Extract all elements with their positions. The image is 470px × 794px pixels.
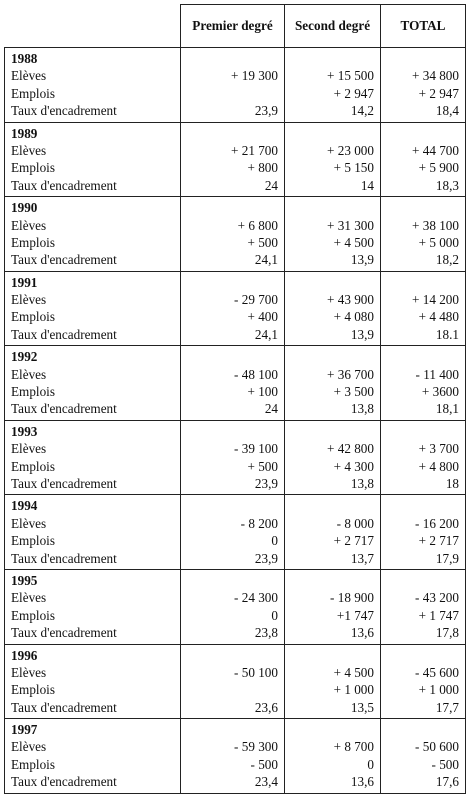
value-total-taux: 17,7 xyxy=(435,699,459,715)
value-total-emplois: + 4 800 xyxy=(418,458,459,474)
value-cell-total xyxy=(381,644,466,719)
header-second-degre: Second degré xyxy=(285,5,381,48)
value-total-taux: 17,6 xyxy=(435,774,459,790)
value-total-emplois: + 2 947 xyxy=(418,85,459,101)
value-premier-taux: 23,9 xyxy=(254,550,278,566)
value-second-emplois: + 3 500 xyxy=(333,384,374,400)
year-spacer xyxy=(387,647,459,664)
value-total-eleves: + 14 200 xyxy=(412,292,459,308)
year-block-row xyxy=(5,719,466,794)
year-block-row xyxy=(5,420,466,495)
value-cell-total xyxy=(381,719,466,794)
year-label: 1992 xyxy=(11,349,38,365)
year-block-row xyxy=(5,495,466,570)
value-total-taux: 18.1 xyxy=(435,326,459,342)
value-second-eleves: + 31 300 xyxy=(327,217,374,233)
value-premier-eleves: + 19 300 xyxy=(231,68,278,84)
table-body xyxy=(5,48,466,794)
year-spacer xyxy=(387,348,459,365)
row-label-emplois: Emplois xyxy=(11,384,55,400)
year-label: 1994 xyxy=(11,498,38,514)
value-second-taux: 13,8 xyxy=(350,401,374,417)
value-second-eleves: - 18 900 xyxy=(330,590,374,606)
year-spacer xyxy=(387,274,459,291)
value-premier-eleves: - 50 100 xyxy=(234,664,278,680)
value-premier-taux: 24,1 xyxy=(254,326,278,342)
value-cell-premier xyxy=(181,346,285,421)
value-total-eleves: - 45 600 xyxy=(415,664,459,680)
value-second-eleves: + 23 000 xyxy=(327,142,374,158)
year-spacer xyxy=(187,572,278,589)
value-total-eleves: + 34 800 xyxy=(412,68,459,84)
row-label-emplois: Emplois xyxy=(11,756,55,772)
year-label: 1993 xyxy=(11,423,38,439)
year-block-row xyxy=(5,644,466,719)
value-cell-total xyxy=(381,346,466,421)
year-label-cell xyxy=(5,122,181,197)
value-second-eleves: - 8 000 xyxy=(336,515,374,531)
value-premier-emplois: + 500 xyxy=(247,458,278,474)
value-cell-premier xyxy=(181,420,285,495)
row-label-taux: Taux d'encadrement xyxy=(11,177,117,193)
value-total-eleves: - 43 200 xyxy=(415,590,459,606)
year-spacer xyxy=(291,50,374,67)
value-total-taux: 18,1 xyxy=(435,401,459,417)
row-label-emplois: Emplois xyxy=(11,309,55,325)
year-label-cell xyxy=(5,719,181,794)
value-total-eleves: - 11 400 xyxy=(415,366,459,382)
year-label: 1991 xyxy=(11,274,38,290)
year-label-cell xyxy=(5,569,181,644)
year-spacer xyxy=(187,497,278,514)
value-cell-second xyxy=(285,569,381,644)
year-spacer xyxy=(187,721,278,738)
year-spacer xyxy=(291,647,374,664)
value-cell-total xyxy=(381,271,466,346)
value-cell-premier xyxy=(181,719,285,794)
year-spacer xyxy=(187,647,278,664)
value-premier-eleves: - 59 300 xyxy=(234,739,278,755)
value-second-taux: 14,2 xyxy=(350,103,374,119)
value-cell-total xyxy=(381,569,466,644)
year-label: 1997 xyxy=(11,722,38,738)
value-total-eleves: + 3 700 xyxy=(418,441,459,457)
value-cell-premier xyxy=(181,122,285,197)
year-spacer xyxy=(291,199,374,216)
row-label-emplois: Emplois xyxy=(11,85,55,101)
value-cell-second xyxy=(285,495,381,570)
value-second-emplois: + 2 947 xyxy=(333,85,374,101)
value-total-eleves: + 44 700 xyxy=(412,142,459,158)
row-label-emplois: Emplois xyxy=(11,458,55,474)
row-label-taux: Taux d'encadrement xyxy=(11,326,117,342)
row-label-taux: Taux d'encadrement xyxy=(11,625,117,641)
value-premier-taux: 23,8 xyxy=(254,625,278,641)
value-cell-second xyxy=(285,122,381,197)
value-total-emplois: + 2 717 xyxy=(418,533,459,549)
year-spacer xyxy=(387,125,459,142)
year-spacer xyxy=(187,348,278,365)
value-second-emplois: + 4 300 xyxy=(333,458,374,474)
row-label-eleves: Elèves xyxy=(11,515,47,531)
value-premier-taux: 24 xyxy=(264,401,278,417)
value-second-eleves: + 8 700 xyxy=(333,739,374,755)
row-label-taux: Taux d'encadrement xyxy=(11,103,117,119)
value-second-emplois: + 4 500 xyxy=(333,234,374,250)
value-cell-premier xyxy=(181,48,285,123)
year-spacer xyxy=(187,125,278,142)
year-block-row xyxy=(5,122,466,197)
value-total-emplois: + 3600 xyxy=(421,384,459,400)
year-label-cell xyxy=(5,271,181,346)
value-cell-second xyxy=(285,719,381,794)
year-spacer xyxy=(187,50,278,67)
value-second-emplois: + 2 717 xyxy=(333,533,374,549)
value-total-taux: 18,4 xyxy=(435,103,459,119)
value-second-emplois: + 5 150 xyxy=(333,160,374,176)
row-label-taux: Taux d'encadrement xyxy=(11,699,117,715)
value-total-taux: 18 xyxy=(445,475,459,491)
value-second-eleves: + 43 900 xyxy=(327,292,374,308)
row-label-taux: Taux d'encadrement xyxy=(11,252,117,268)
value-total-emplois: - 500 xyxy=(431,756,459,772)
year-label-cell xyxy=(5,644,181,719)
year-block-row xyxy=(5,346,466,421)
value-total-eleves: + 38 100 xyxy=(412,217,459,233)
value-premier-emplois: 0 xyxy=(271,607,278,623)
row-label-taux: Taux d'encadrement xyxy=(11,401,117,417)
value-cell-total xyxy=(381,420,466,495)
row-label-eleves: Elèves xyxy=(11,142,47,158)
value-second-taux: 13,6 xyxy=(350,625,374,641)
year-block-row xyxy=(5,271,466,346)
value-premier-taux: 24,1 xyxy=(254,252,278,268)
value-total-eleves: - 50 600 xyxy=(415,739,459,755)
year-label: 1995 xyxy=(11,572,38,588)
value-cell-second xyxy=(285,420,381,495)
row-label-eleves: Elèves xyxy=(11,664,47,680)
header-blank-cell xyxy=(5,5,181,48)
value-premier-taux: 23,9 xyxy=(254,475,278,491)
value-cell-premier xyxy=(181,271,285,346)
year-spacer xyxy=(291,125,374,142)
row-label-taux: Taux d'encadrement xyxy=(11,774,117,790)
value-premier-emplois: + 100 xyxy=(247,384,278,400)
value-second-taux: 14 xyxy=(360,177,374,193)
value-second-taux: 13,5 xyxy=(350,699,374,715)
value-second-eleves: + 42 800 xyxy=(327,441,374,457)
value-total-taux: 17,8 xyxy=(435,625,459,641)
value-cell-premier xyxy=(181,644,285,719)
value-second-emplois: +1 747 xyxy=(336,607,374,623)
row-label-emplois: Emplois xyxy=(11,607,55,623)
row-label-eleves: Elèves xyxy=(11,739,47,755)
value-premier-eleves: - 29 700 xyxy=(234,292,278,308)
year-label-cell xyxy=(5,420,181,495)
value-second-eleves: + 36 700 xyxy=(327,366,374,382)
year-spacer xyxy=(387,721,459,738)
value-premier-emplois: + 400 xyxy=(247,309,278,325)
value-cell-total xyxy=(381,48,466,123)
year-spacer xyxy=(187,423,278,440)
value-premier-emplois xyxy=(187,85,278,102)
row-label-emplois: Emplois xyxy=(11,533,55,549)
value-cell-premier xyxy=(181,569,285,644)
value-premier-eleves: + 21 700 xyxy=(231,142,278,158)
value-cell-second xyxy=(285,644,381,719)
year-spacer xyxy=(291,572,374,589)
value-premier-eleves: + 6 800 xyxy=(237,217,278,233)
header-total: TOTAL xyxy=(381,5,466,48)
value-cell-total xyxy=(381,122,466,197)
value-premier-taux: 23,9 xyxy=(254,103,278,119)
value-second-emplois: + 1 000 xyxy=(333,682,374,698)
year-spacer xyxy=(387,199,459,216)
value-premier-eleves: - 8 200 xyxy=(240,515,278,531)
year-spacer xyxy=(187,274,278,291)
year-label-cell xyxy=(5,48,181,123)
row-label-taux: Taux d'encadrement xyxy=(11,475,117,491)
table-header xyxy=(5,5,466,48)
value-premier-taux: 24 xyxy=(264,177,278,193)
value-premier-eleves: - 24 300 xyxy=(234,590,278,606)
value-second-eleves: + 4 500 xyxy=(333,664,374,680)
row-label-eleves: Elèves xyxy=(11,366,47,382)
value-total-emplois: + 5 900 xyxy=(418,160,459,176)
value-premier-taux: 23,6 xyxy=(254,699,278,715)
value-second-emplois: 0 xyxy=(367,756,374,772)
value-cell-second xyxy=(285,271,381,346)
value-premier-emplois: + 800 xyxy=(247,160,278,176)
value-second-taux: 13,9 xyxy=(350,252,374,268)
value-total-taux: 18,2 xyxy=(435,252,459,268)
value-premier-emplois: + 500 xyxy=(247,234,278,250)
value-premier-emplois: - 500 xyxy=(250,756,278,772)
year-spacer xyxy=(387,423,459,440)
value-cell-second xyxy=(285,48,381,123)
value-premier-taux: 23,4 xyxy=(254,774,278,790)
value-second-taux: 13,7 xyxy=(350,550,374,566)
value-premier-emplois xyxy=(187,681,278,698)
year-label-cell xyxy=(5,197,181,272)
value-cell-second xyxy=(285,346,381,421)
value-premier-eleves: - 48 100 xyxy=(234,366,278,382)
year-label: 1988 xyxy=(11,51,38,66)
value-total-emplois: + 5 000 xyxy=(418,234,459,250)
year-spacer xyxy=(291,721,374,738)
row-label-emplois: Emplois xyxy=(11,234,55,250)
value-second-taux: 13,8 xyxy=(350,475,374,491)
value-second-eleves: + 15 500 xyxy=(327,68,374,84)
year-spacer xyxy=(387,497,459,514)
row-label-taux: Taux d'encadrement xyxy=(11,550,117,566)
year-spacer xyxy=(291,423,374,440)
year-spacer xyxy=(187,199,278,216)
header-premier-degre: Premier degré xyxy=(181,5,285,48)
year-label-cell xyxy=(5,346,181,421)
value-premier-emplois: 0 xyxy=(271,533,278,549)
value-total-taux: 18,3 xyxy=(435,177,459,193)
year-spacer xyxy=(291,274,374,291)
value-second-emplois: + 4 080 xyxy=(333,309,374,325)
value-total-taux: 17,9 xyxy=(435,550,459,566)
value-cell-total xyxy=(381,197,466,272)
value-total-emplois: + 1 000 xyxy=(418,682,459,698)
value-total-emplois: + 4 480 xyxy=(418,309,459,325)
value-cell-second xyxy=(285,197,381,272)
row-label-eleves: Elèves xyxy=(11,590,47,606)
value-premier-eleves: - 39 100 xyxy=(234,441,278,457)
year-spacer xyxy=(291,497,374,514)
row-label-emplois: Emplois xyxy=(11,160,55,176)
value-cell-premier xyxy=(181,495,285,570)
year-block-row xyxy=(5,197,466,272)
year-spacer xyxy=(291,348,374,365)
year-block-row xyxy=(5,48,466,123)
value-second-taux: 13,6 xyxy=(350,774,374,790)
value-cell-premier xyxy=(181,197,285,272)
row-label-emplois: Emplois xyxy=(11,682,55,698)
enrollment-staffing-table xyxy=(4,4,466,794)
row-label-eleves: Elèves xyxy=(11,441,47,457)
row-label-eleves: Elèves xyxy=(11,292,47,308)
year-spacer xyxy=(387,572,459,589)
year-label: 1990 xyxy=(11,200,38,216)
year-label: 1989 xyxy=(11,125,38,141)
year-block-row xyxy=(5,569,466,644)
document-page xyxy=(4,4,465,790)
row-label-eleves: Elèves xyxy=(11,68,47,84)
year-spacer xyxy=(387,50,459,67)
year-label-cell xyxy=(5,495,181,570)
row-label-eleves: Elèves xyxy=(11,217,47,233)
value-cell-total xyxy=(381,495,466,570)
value-total-eleves: - 16 200 xyxy=(415,515,459,531)
value-total-emplois: + 1 747 xyxy=(418,607,459,623)
year-label: 1996 xyxy=(11,647,38,663)
value-second-taux: 13,9 xyxy=(350,326,374,342)
